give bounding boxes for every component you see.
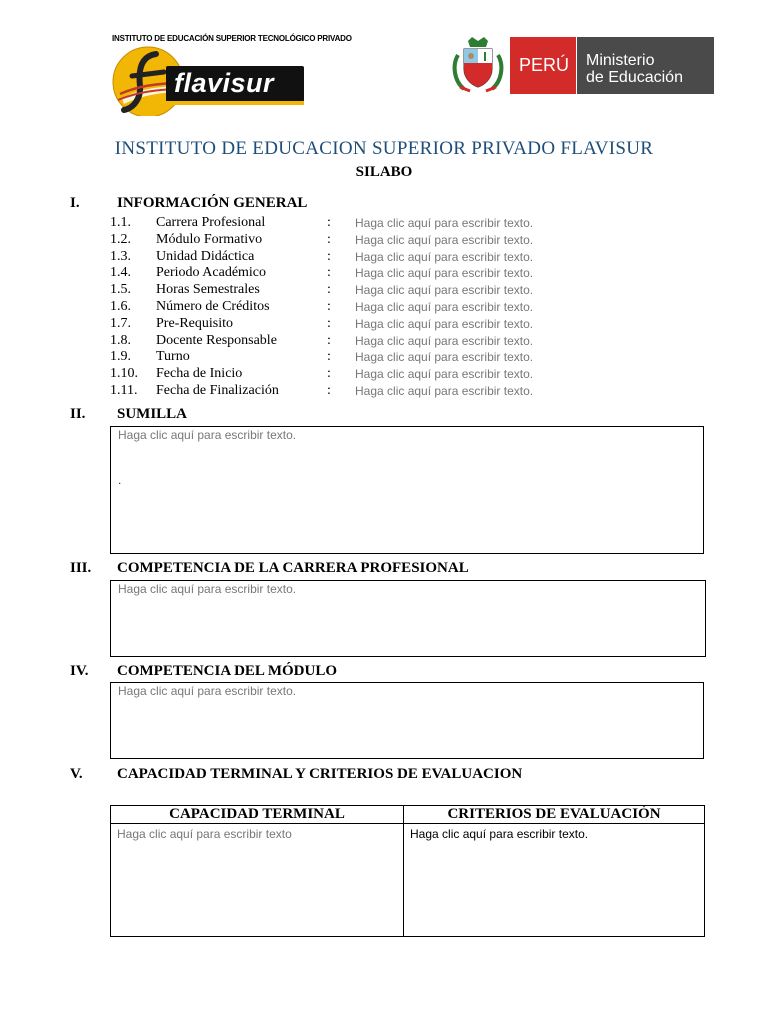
- info-colon: :: [327, 332, 331, 348]
- competencia-modulo-placeholder: Haga clic aquí para escribir texto.: [118, 684, 297, 698]
- ministry-line-1: Ministerio: [586, 52, 655, 69]
- info-number: 1.9.: [110, 349, 131, 365]
- section-4-title: COMPETENCIA DEL MÓDULO: [117, 663, 338, 679]
- info-label: Pre-Requisito: [156, 315, 233, 331]
- ministry-line-2: de Educación: [586, 69, 683, 86]
- info-colon: :: [327, 315, 331, 331]
- header-criterios-evaluacion: CRITERIOS DE EVALUACIÓN: [404, 806, 705, 824]
- info-number: 1.1.: [110, 215, 131, 230]
- document-subtitle: SILABO: [355, 164, 413, 180]
- flavisur-logo: [112, 46, 307, 116]
- info-number: 1.2.: [110, 231, 131, 247]
- info-number: 1.7.: [110, 315, 131, 331]
- info-colon: :: [327, 265, 331, 281]
- info-value-field[interactable]: Haga clic aquí para escribir texto.: [355, 266, 534, 281]
- section-1-title: INFORMACIÓN GENERAL: [117, 195, 308, 211]
- info-colon: :: [327, 349, 331, 365]
- criterios-evaluacion-cell[interactable]: [404, 824, 705, 937]
- peru-label: PERÚ: [519, 55, 570, 75]
- info-colon: :: [327, 231, 331, 247]
- info-value-field[interactable]: Haga clic aquí para escribir texto.: [355, 300, 534, 314]
- table-row: [111, 824, 705, 937]
- info-label: Carrera Profesional: [156, 215, 266, 230]
- info-colon: :: [327, 366, 331, 382]
- logo-wordmark: flavisur: [174, 68, 275, 98]
- sumilla-placeholder: Haga clic aquí para escribir texto.: [118, 428, 297, 442]
- info-number: 1.4.: [110, 265, 131, 281]
- info-label: Número de Créditos: [156, 299, 270, 314]
- capacidad-placeholder: Haga clic aquí para escribir texto: [117, 827, 292, 841]
- info-value-field[interactable]: Haga clic aquí para escribir texto.: [355, 333, 534, 348]
- info-label: Periodo Académico: [156, 265, 267, 281]
- info-colon: :: [327, 248, 331, 264]
- info-number: 1.11.: [110, 383, 138, 398]
- info-value-field[interactable]: Haga clic aquí para escribir texto.: [355, 216, 534, 230]
- capacidad-terminal-cell[interactable]: [111, 824, 404, 937]
- section-5-title: CAPACIDAD TERMINAL Y CRITERIOS DE EVALUACION: [117, 766, 523, 782]
- section-5-number: V.: [70, 766, 83, 782]
- info-label: Fecha de Finalización: [156, 383, 279, 398]
- capacidad-criterios-table: [110, 805, 705, 937]
- info-label: Turno: [156, 349, 190, 365]
- info-value-field[interactable]: Haga clic aquí para escribir texto.: [355, 350, 534, 365]
- peru-badge: [510, 37, 576, 94]
- info-label: Docente Responsable: [156, 332, 277, 348]
- info-number: 1.3.: [110, 248, 131, 264]
- info-number: 1.10.: [110, 366, 138, 382]
- institute-tagline: INSTITUTO DE EDUCACIÓN SUPERIOR TECNOLÓGICO PRIVADO: [112, 34, 352, 43]
- competencia-carrera-placeholder: Haga clic aquí para escribir texto.: [118, 582, 297, 596]
- competencia-modulo-textbox[interactable]: [110, 682, 704, 759]
- info-label: Módulo Formativo: [156, 231, 263, 247]
- info-number: 1.8.: [110, 332, 131, 348]
- section-3-title: COMPETENCIA DE LA CARRERA PROFESIONAL: [117, 560, 469, 576]
- info-value-field[interactable]: Haga clic aquí para escribir texto.: [355, 384, 534, 398]
- info-number: 1.5.: [110, 282, 131, 298]
- info-colon: :: [327, 383, 331, 398]
- competencia-carrera-textbox[interactable]: [110, 580, 706, 657]
- minedu-logo: [450, 37, 714, 94]
- section-2-number: II.: [70, 406, 86, 422]
- info-label: Horas Semestrales: [156, 282, 260, 298]
- peru-coat-of-arms-icon: [450, 37, 506, 94]
- info-label: Fecha de Inicio: [156, 366, 243, 382]
- info-value-field[interactable]: Haga clic aquí para escribir texto.: [355, 249, 534, 264]
- criterios-placeholder: Haga clic aquí para escribir texto.: [410, 827, 589, 841]
- info-colon: :: [327, 215, 331, 230]
- section-4-number: IV.: [70, 663, 89, 679]
- table-header-row: [111, 806, 705, 824]
- section-3-number: III.: [70, 560, 92, 576]
- section-2-title: SUMILLA: [117, 406, 188, 422]
- info-colon: :: [327, 299, 331, 314]
- header-capacidad-terminal: CAPACIDAD TERMINAL: [111, 806, 404, 824]
- info-value-field[interactable]: Haga clic aquí para escribir texto.: [355, 232, 534, 247]
- info-value-field[interactable]: Haga clic aquí para escribir texto.: [355, 367, 534, 382]
- info-value-field[interactable]: Haga clic aquí para escribir texto.: [355, 283, 534, 298]
- sumilla-textbox[interactable]: [110, 426, 704, 554]
- section-1-number: I.: [70, 195, 80, 211]
- info-number: 1.6.: [110, 299, 131, 314]
- sumilla-period: .: [118, 473, 122, 487]
- info-label: Unidad Didáctica: [156, 248, 255, 264]
- ministry-badge: [577, 37, 714, 94]
- document-title: INSTITUTO DE EDUCACION SUPERIOR PRIVADO FLAVISUR: [114, 138, 654, 159]
- info-value-field[interactable]: Haga clic aquí para escribir texto.: [355, 316, 534, 331]
- info-colon: :: [327, 282, 331, 298]
